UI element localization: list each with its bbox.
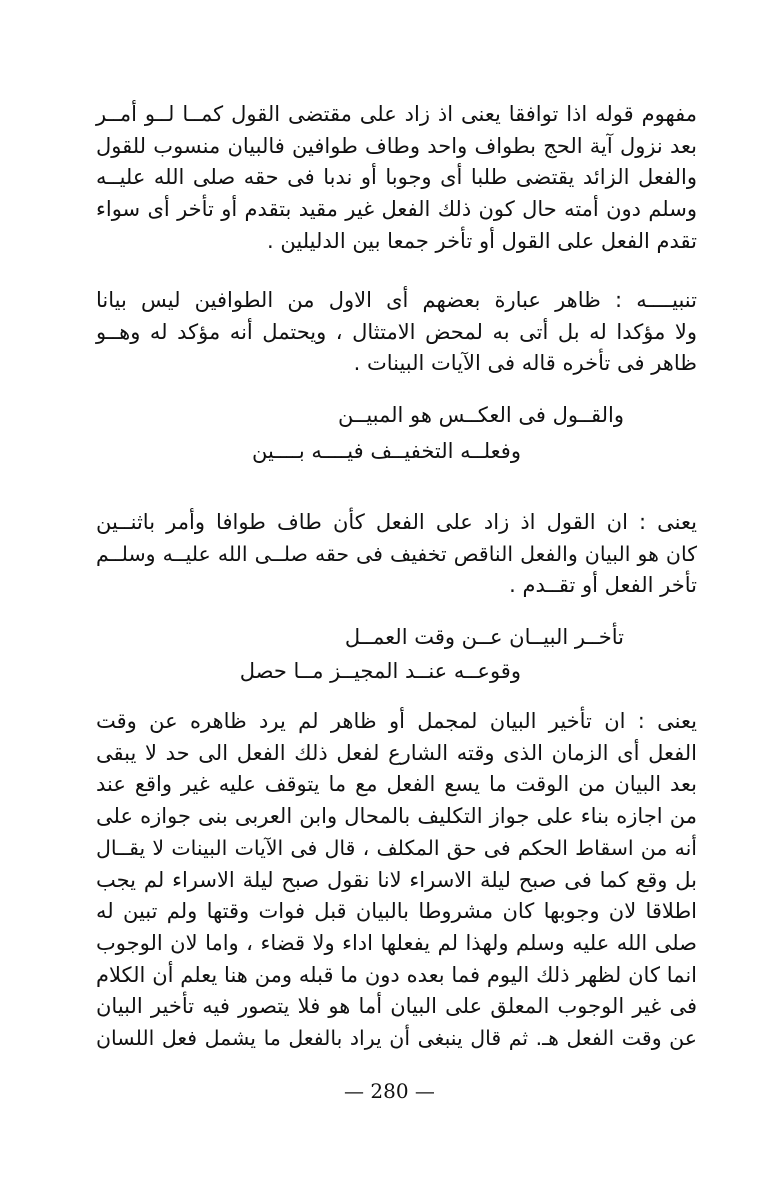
verse-2-first-hemistich: تأخــر البيــان عــن وقت العمــل [344, 625, 624, 649]
page-number: — 280 — [344, 1079, 435, 1103]
paragraph-3 [96, 507, 697, 602]
text-line: بل وقع كما فى صبح ليلة الاسراء لانا نقول صبح ليلة الاسراء لم يجب [96, 867, 697, 892]
text-line: والفعل الزائد يقتضى طلبا أى وجوبا أو ندبا فى حقه صلى الله عليــه [96, 165, 697, 190]
text-line: تأخر الفعل أو تقــدم . [509, 573, 697, 598]
text-line: أنه من اسقاط الحكم فى حق المكلف ، قال فى الآيات البينات لا يقــال [96, 835, 697, 860]
verse-1-second-hemistich: وفعلــه التخفيــف فيــــه بــــين [251, 439, 521, 463]
text-line: يعنى : ان القول اذ زاد على الفعل كأن طاف طوافا وأمر باثنــين [96, 510, 697, 534]
text-line: تنبيــــه : ظاهر عبارة بعضهم أى الاول من الطوافين ليس بيانا [96, 288, 697, 312]
paragraph-1 [96, 99, 697, 258]
text-line: اطلاقا لان وجوبها كان مشروطا بالبيان قبل فوات وقتها ولم تبين له [96, 899, 697, 924]
text-line: بعد البيان من الوقت ما يسع الفعل مع ما يتوقف عليه غير واقع عند [96, 772, 697, 797]
verse-2-second-hemistich: وقوعــه عنــد المجيــز مــا حصل [239, 659, 521, 683]
text-line: وسلم دون أمته حال كون ذلك الفعل غير مقيد بتقدم أو تأخر أى سواء [96, 197, 697, 222]
text-line: بعد نزول آية الحج بطواف واحد وطاف طوافين فالبيان منسوب للقول [96, 133, 697, 158]
text-line: يعنى : ان تأخير البيان لمجمل أو ظاهر لم يرد ظاهره عن وقت [96, 709, 697, 733]
text-line: من اجازه بناء على جواز التكليف بالمحال وابن العربى بنى جوازه على [96, 804, 697, 829]
paragraph-4 [96, 706, 697, 1055]
text-line: الفعل أى الزمان الذى وقته الشارع لفعل ذلك الفعل الى حد لا يبقى [96, 740, 697, 765]
text-line: صلى الله عليه وسلم ولهذا لم يفعلها اداء ولا قضاء ، واما لان الوجوب [96, 930, 697, 955]
text-line: ولا مؤكدا له بل أتى به لمحض الامتثال ، ويحتمل أنه مؤكد له وهــو [96, 319, 697, 344]
text-line: تقدم الفعل على القول أو تأخر جمعا بين الدليلين . [267, 228, 697, 253]
text-line: مفهوم قوله اذا توافقا يعنى اذ زاد على مقتضى القول كمــا لــو أمــر [96, 102, 697, 126]
text-line: فى غير الوجوب المعلق على البيان أما هو فلا يتصور فيه تأخير البيان [96, 994, 697, 1019]
text-line: انما كان لظهر ذلك اليوم فما بعده دون ما قبله ومن هنا يعلم أن الكلام [96, 962, 697, 987]
verse-1-first-hemistich: والقــول فى العكــس هو المبيــن [338, 403, 624, 427]
text-line: ظاهر فى تأخره قاله فى الآيات البينات . [353, 351, 697, 376]
text-line: كان هو البيان والفعل الناقص تخفيف فى حقه صلــى الله عليــه وسلــم [96, 541, 697, 566]
text-line: عن وقت الفعل هـ. ثم قال ينبغى أن يراد بالفعل ما يشمل فعل اللسان [96, 1026, 697, 1051]
paragraph-tanbih [96, 285, 697, 380]
